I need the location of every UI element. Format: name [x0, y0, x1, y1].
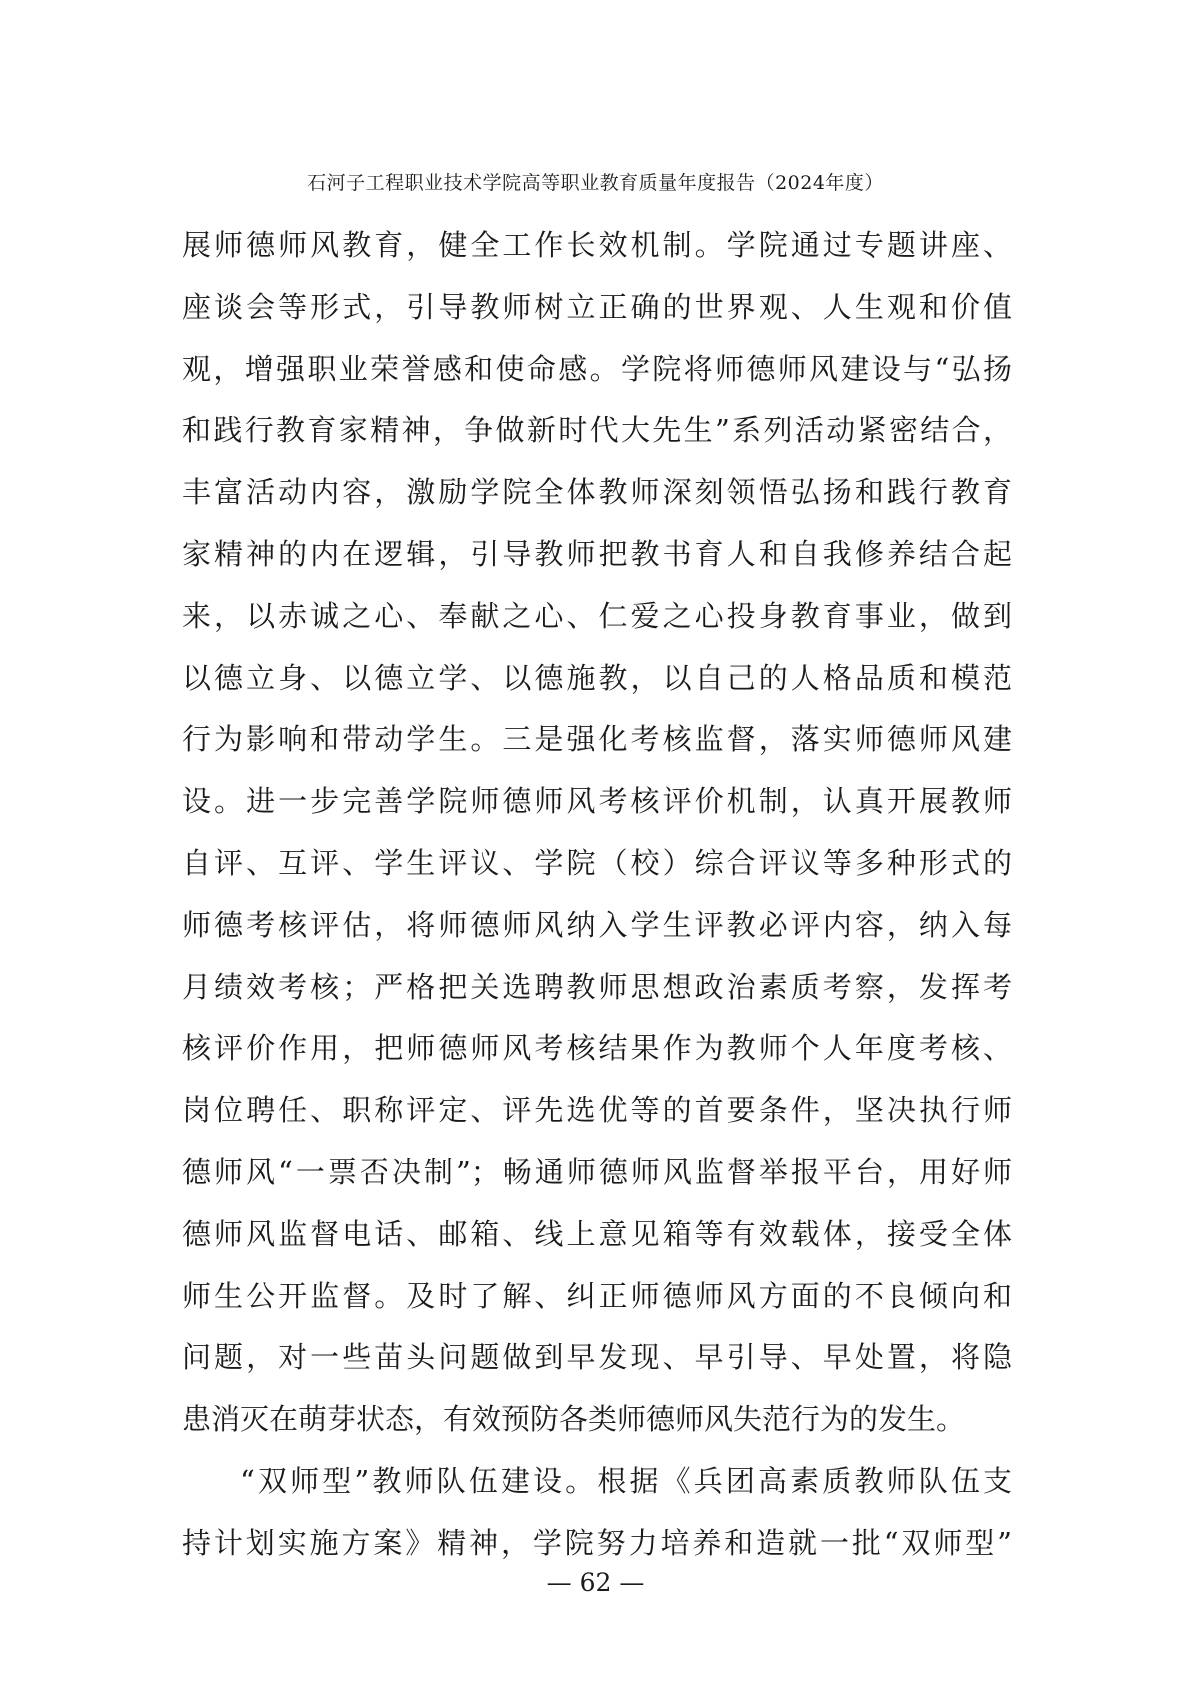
text-line: 师德考核评估，将师德师风纳入学生评教必评内容，纳入每 — [182, 907, 1012, 942]
text-line: 核评价作用，把师德师风考核结果作为教师个人年度考核、 — [182, 1031, 1012, 1066]
paragraph-first-line: “双师型”教师队伍建设。根据《兵团高素质教师队伍支 — [240, 1463, 1012, 1498]
text-line: 岗位聘任、职称评定、评先选优等的首要条件，坚决执行师 — [182, 1093, 1012, 1128]
text-line: 观，增强职业荣誉感和使命感。学院将师德师风建设与“弘扬 — [182, 351, 1012, 386]
text-line: 座谈会等形式，引导教师树立正确的世界观、人生观和价值 — [182, 289, 1012, 324]
text-line: 行为影响和带动学生。三是强化考核监督，落实师德师风建 — [182, 722, 1012, 757]
text-line: 月绩效考核；严格把关选聘教师思想政治素质考察，发挥考 — [182, 969, 1012, 1004]
text-line: 德师风监督电话、邮箱、线上意见箱等有效载体，接受全体 — [182, 1216, 1012, 1251]
running-header: 石河子工程职业技术学院高等职业教育质量年度报告（2024年度） — [307, 172, 884, 194]
text-line: 以德立身、以德立学、以德施教，以自己的人格品质和模范 — [182, 660, 1012, 695]
text-line: 丰富活动内容，激励学院全体教师深刻领悟弘扬和践行教育 — [182, 475, 1012, 510]
text-line: 设。进一步完善学院师德师风考核评价机制，认真开展教师 — [182, 784, 1012, 819]
text-line: 问题，对一些苗头问题做到早发现、早引导、早处置，将隐 — [182, 1340, 1012, 1375]
text-line: 师生公开监督。及时了解、纠正师德师风方面的不良倾向和 — [182, 1278, 1012, 1313]
body-text — [182, 215, 1012, 1575]
text-line: 德师风“一票否决制”；畅通师德师风监督举报平台，用好师 — [182, 1154, 1012, 1189]
text-line: 来，以赤诚之心、奉献之心、仁爱之心投身教育事业，做到 — [182, 598, 1012, 633]
text-line: 患消灭在萌芽状态，有效预防各类师德师风失范行为的发生。 — [182, 1402, 966, 1437]
text-line: 持计划实施方案》精神，学院努力培养和造就一批“双师型” — [182, 1525, 1012, 1560]
text-line: 自评、互评、学生评议、学院（校）综合评议等多种形式的 — [182, 845, 1012, 880]
text-line: 和践行教育家精神，争做新时代大先生”系列活动紧密结合， — [182, 413, 1012, 448]
page-number: — 62 — — [546, 1568, 645, 1597]
text-line: 展师德师风教育，健全工作长效机制。学院通过专题讲座、 — [182, 228, 1012, 262]
text-line: 家精神的内在逻辑，引导教师把教书育人和自我修养结合起 — [182, 536, 1012, 571]
